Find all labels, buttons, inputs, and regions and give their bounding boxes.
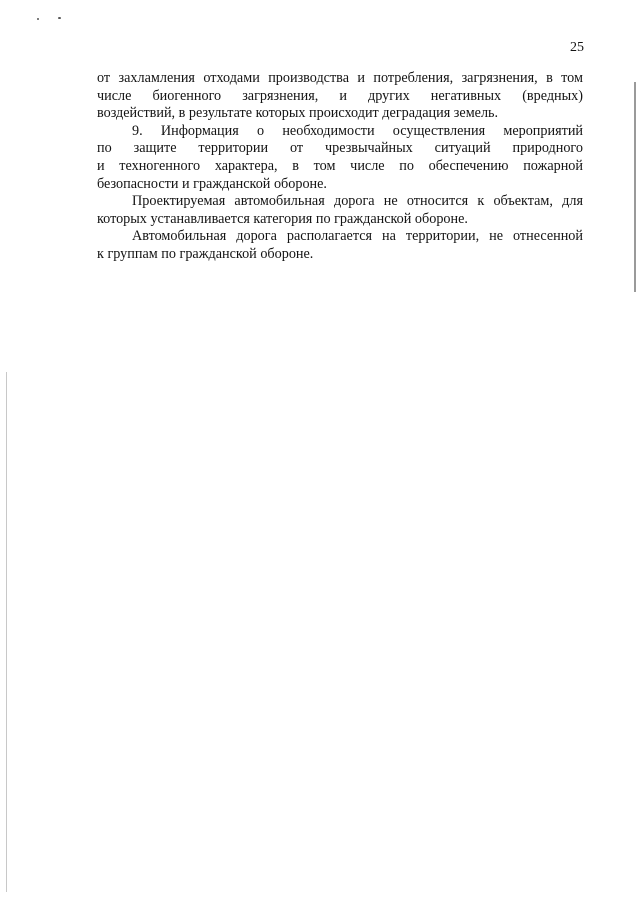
text-line: которых устанавливается категория по гражданской обороне. bbox=[97, 210, 468, 227]
scan-speck bbox=[37, 18, 39, 20]
text-line: 9. Информация о необходимости осуществления мероприятий bbox=[132, 122, 583, 139]
text-line: безопасности и гражданской обороне. bbox=[97, 175, 327, 192]
text-line: от захламления отходами производства и потребления, загрязнения, в том bbox=[97, 70, 583, 86]
text-line: воздействий, в результате которых происходит деградация земель. bbox=[97, 105, 499, 122]
text-line: Автомобильная дорога располагается на территории, не отнесенной bbox=[132, 228, 583, 245]
paragraph-land-pollution bbox=[97, 70, 583, 123]
page-number: 25 bbox=[570, 40, 584, 55]
text-line: к группам по гражданской обороне. bbox=[97, 245, 314, 262]
paragraph-section-9-heading bbox=[97, 123, 583, 193]
text-line: по защите территории от чрезвычайных ситуаций природного bbox=[97, 140, 583, 157]
text-line: Проектируемая автомобильная дорога не относится к объектам, для bbox=[132, 193, 583, 210]
paragraph-road-category bbox=[97, 193, 583, 228]
paragraph-road-territory bbox=[97, 228, 583, 263]
text-line: числе биогенного загрязнения, и других негативных (вредных) bbox=[97, 87, 583, 104]
text-line: и техногенного характера, в том числе по обеспечению пожарной bbox=[97, 157, 583, 174]
scan-edge-line bbox=[634, 82, 636, 292]
scan-edge-line bbox=[6, 372, 7, 892]
document-body bbox=[97, 70, 583, 264]
scan-speck bbox=[58, 17, 61, 19]
